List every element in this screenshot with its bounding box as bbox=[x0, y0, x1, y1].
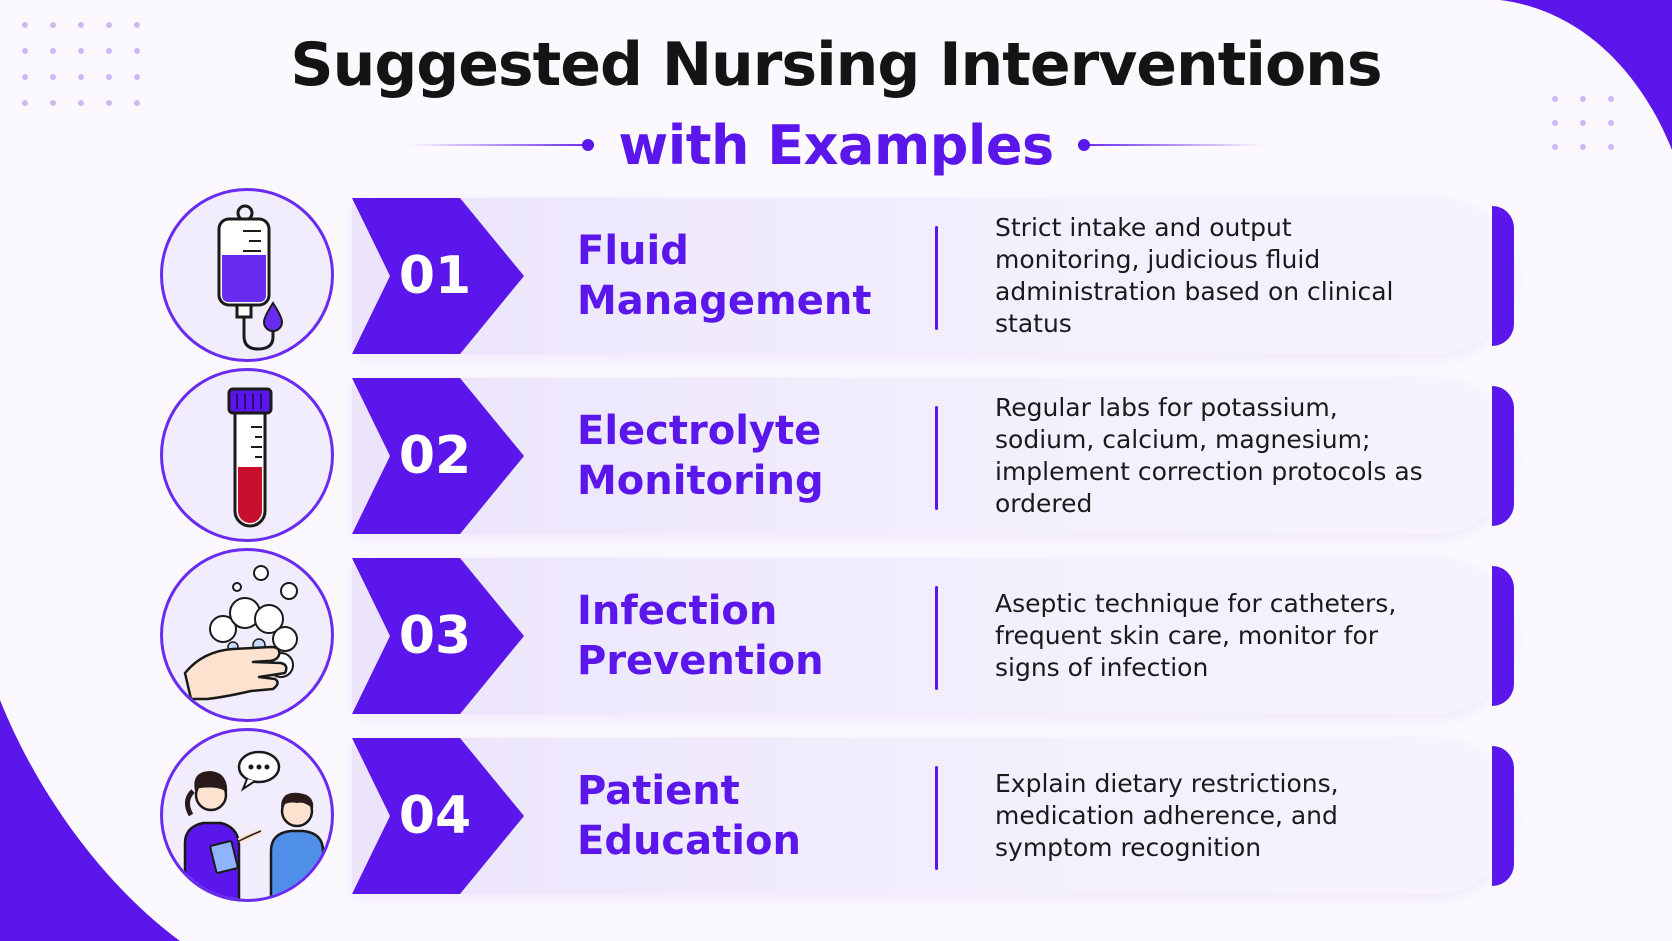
intervention-title bbox=[577, 378, 907, 534]
page-title: Suggested Nursing Interventions bbox=[290, 30, 1382, 100]
iv-bag-icon bbox=[160, 188, 334, 362]
divider-line bbox=[935, 226, 938, 330]
intervention-number: 03 bbox=[398, 606, 472, 666]
intervention-title-line-1: Infection bbox=[577, 588, 778, 634]
blood-test-tube-icon bbox=[160, 368, 334, 542]
divider-line bbox=[935, 406, 938, 510]
intervention-number: 02 bbox=[398, 426, 472, 486]
intervention-title bbox=[577, 738, 907, 894]
hand-washing-icon bbox=[160, 548, 334, 722]
intervention-title-line-2: Education bbox=[577, 818, 801, 864]
intervention-title-line-1: Fluid bbox=[577, 228, 689, 274]
intervention-title-line-2: Monitoring bbox=[577, 458, 824, 504]
intervention-title-line-1: Patient bbox=[577, 768, 740, 814]
divider-line bbox=[935, 766, 938, 870]
intervention-row-1 bbox=[0, 196, 1672, 356]
intervention-description: Explain dietary restrictions, medication adherence, and symptom recognition bbox=[995, 769, 1339, 862]
intervention-number: 04 bbox=[398, 786, 472, 846]
subtitle-rule-left bbox=[408, 144, 588, 146]
intervention-description: Strict intake and output monitoring, judicious fluid administration based on clinical status bbox=[995, 213, 1394, 338]
intervention-title-line-2: Prevention bbox=[577, 638, 824, 684]
intervention-title bbox=[577, 198, 907, 354]
intervention-row-3 bbox=[0, 556, 1672, 716]
intervention-description: Aseptic technique for catheters, frequent skin care, monitor for signs of infection bbox=[995, 589, 1397, 682]
intervention-title bbox=[577, 558, 907, 714]
subtitle-rule-right bbox=[1084, 144, 1264, 146]
intervention-title-line-2: Management bbox=[577, 278, 872, 324]
subtitle-row bbox=[0, 105, 1672, 185]
intervention-row-4 bbox=[0, 736, 1672, 896]
page-subtitle: with Examples bbox=[618, 113, 1054, 177]
intervention-number: 01 bbox=[398, 246, 472, 306]
divider-line bbox=[935, 586, 938, 690]
intervention-description: Regular labs for potassium, sodium, calcium, magnesium; implement correction protocols as ordered bbox=[995, 393, 1423, 518]
intervention-title-line-1: Electrolyte bbox=[577, 408, 822, 454]
nurse-patient-conversation-icon bbox=[160, 728, 334, 902]
intervention-row-2 bbox=[0, 376, 1672, 536]
